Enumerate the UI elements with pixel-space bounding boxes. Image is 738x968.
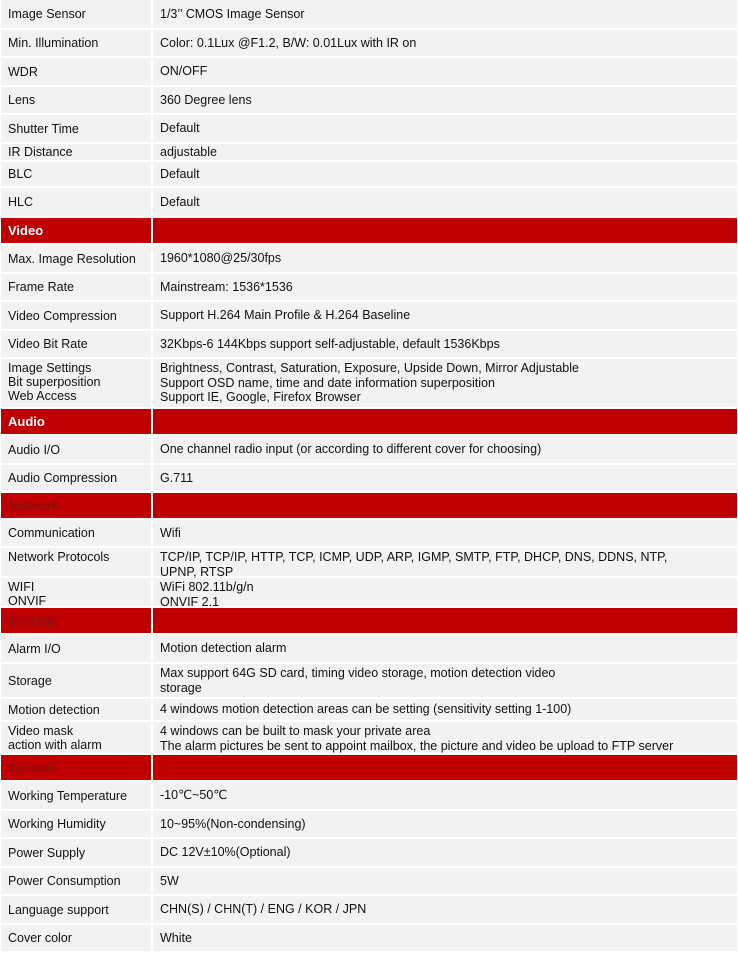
spec-value-text: 1/3’’ CMOS Image Sensor: [160, 6, 305, 21]
spec-label: [1, 144, 153, 160]
spec-value-line: Support OSD name, time and date information superposition: [160, 375, 495, 390]
spec-label-line: action with alarm: [8, 738, 102, 752]
spec-value: [153, 925, 737, 951]
spec-label: [1, 162, 153, 186]
spec-value: [153, 722, 737, 753]
spec-label-text: Image Sensor: [8, 7, 86, 21]
spec-label-text: Working Temperature: [8, 788, 128, 803]
spec-value-line: UPNP, RTSP: [160, 564, 234, 579]
spec-label-text: Motion detection: [8, 702, 100, 717]
spec-label: [1, 839, 153, 866]
section-fill: [153, 218, 737, 243]
spec-value: [153, 274, 737, 300]
spec-value: [153, 302, 737, 329]
spec-label-text: HLC: [8, 195, 34, 209]
spec-row-max-image-resolution: [1, 245, 737, 274]
section-fill: [153, 755, 737, 780]
spec-value: [153, 520, 737, 546]
spec-value: [153, 782, 737, 809]
section-title-text: Network: [8, 498, 60, 513]
spec-value-text: Color: 0.1Lux @F1.2, B/W: 0.01Lux with IR on: [160, 35, 417, 50]
section-title-text: Audio: [8, 414, 45, 429]
spec-value-line: The alarm pictures be sent to appoint mailbox, the picture and video be upload to FTP server: [160, 738, 674, 753]
spec-value-text: ON/OFF: [160, 64, 208, 79]
spec-label: [1, 722, 153, 753]
spec-row-frame-rate: [1, 274, 737, 302]
spec-row-language-support: [1, 896, 737, 925]
spec-value-text: White: [160, 930, 192, 945]
spec-label: [1, 635, 153, 662]
spec-value-text: 5W: [160, 873, 179, 888]
spec-row-shutter-time: [1, 115, 737, 144]
spec-label-text: IR Distance: [8, 145, 73, 159]
spec-value-text: adjustable: [160, 144, 217, 159]
section-header-system: [1, 608, 737, 635]
spec-label-text: Frame Rate: [8, 280, 74, 294]
spec-value: [153, 188, 737, 216]
section-header-general: [1, 755, 737, 782]
spec-label-text: Working Humidity: [8, 817, 106, 831]
spec-row-audio-i-o: [1, 436, 737, 465]
spec-value: [153, 162, 737, 186]
spec-value: [153, 144, 737, 160]
section-title-text: Video: [8, 223, 44, 238]
spec-label: [1, 465, 153, 491]
spec-label: [1, 520, 153, 546]
spec-row-video-bit-rate: [1, 331, 737, 359]
spec-label: [1, 30, 153, 56]
spec-label: [1, 188, 153, 216]
spec-label: [1, 274, 153, 300]
spec-label-text: Storage: [8, 673, 52, 688]
spec-value-line: storage: [160, 680, 202, 695]
spec-label: [1, 782, 153, 809]
section-fill: [153, 608, 737, 633]
spec-value-text: Default: [160, 121, 200, 136]
section-header-video: [1, 218, 737, 245]
spec-label: [1, 664, 153, 697]
spec-value: [153, 58, 737, 85]
spec-label: [1, 245, 153, 272]
spec-value: [153, 87, 737, 113]
spec-row-lens: [1, 87, 737, 115]
spec-label-text: Power Consumption: [8, 874, 121, 888]
spec-label-text: Audio Compression: [8, 471, 118, 485]
section-fill: [153, 409, 737, 434]
spec-label: [1, 868, 153, 894]
spec-value-text: 360 Degree lens: [160, 92, 252, 107]
spec-value-text: 32Kbps-6 144Kbps support self-adjustable, default 1536Kbps: [160, 336, 500, 351]
spec-label: [1, 578, 153, 606]
spec-label: [1, 0, 153, 28]
spec-row-communication: [1, 520, 737, 548]
spec-row-alarm-i-o: [1, 635, 737, 664]
section-header-audio: [1, 409, 737, 436]
spec-value-text: Default: [160, 166, 200, 181]
spec-value-text: -10℃~50℃: [160, 788, 228, 803]
spec-label-text: Max. Image Resolution: [8, 251, 136, 266]
spec-label-text: WDR: [8, 64, 38, 79]
spec-value: [153, 699, 737, 720]
spec-row-wifi: [1, 578, 737, 608]
section-fill: [153, 493, 737, 518]
spec-row-working-temperature: [1, 782, 737, 811]
spec-row-hlc: [1, 188, 737, 218]
spec-value-text: DC 12V±10%(Optional): [160, 845, 291, 860]
spec-row-cover-color: [1, 925, 737, 953]
spec-value-line: WiFi 802.11b/g/n: [160, 580, 254, 594]
spec-value: [153, 436, 737, 463]
spec-label-text: BLC: [8, 167, 33, 181]
spec-value: [153, 331, 737, 357]
spec-row-network-protocols: [1, 548, 737, 578]
spec-table: [1, 0, 737, 953]
spec-value: [153, 811, 737, 837]
spec-label-line: Image Settings: [8, 361, 92, 375]
spec-value-text: Wifi: [160, 525, 181, 540]
spec-value: [153, 868, 737, 894]
spec-value-text: CHN(S) / CHN(T) / ENG / KOR / JPN: [160, 902, 367, 917]
spec-value-line: ONVIF 2.1: [160, 594, 220, 609]
spec-value: [153, 0, 737, 28]
spec-value-line: Max support 64G SD card, timing video storage, motion detection video: [160, 666, 556, 680]
section-title: [1, 755, 153, 780]
spec-label: [1, 896, 153, 923]
spec-label-line: WIFI: [8, 580, 35, 594]
spec-value: [153, 839, 737, 866]
spec-row-video-compression: [1, 302, 737, 331]
spec-row-ir-distance: [1, 144, 737, 162]
spec-value: [153, 30, 737, 56]
spec-value: [153, 245, 737, 272]
spec-label: [1, 302, 153, 329]
spec-value-text: 4 windows motion detection areas can be setting (sensitivity setting 1-100): [160, 702, 572, 717]
spec-value-text: Motion detection alarm: [160, 641, 287, 656]
spec-value-text: Default: [160, 194, 200, 209]
spec-label-text: Network Protocols: [8, 550, 110, 564]
spec-label-text: Alarm I/O: [8, 641, 61, 656]
spec-value: [153, 359, 737, 407]
spec-label-text: Lens: [8, 93, 36, 107]
spec-label: [1, 87, 153, 113]
spec-value: [153, 635, 737, 662]
spec-label: [1, 115, 153, 142]
spec-label-text: Language support: [8, 902, 109, 917]
spec-label-text: Audio I/O: [8, 442, 61, 457]
section-title: [1, 409, 153, 434]
spec-label-text: Power Supply: [8, 845, 86, 860]
spec-label: [1, 58, 153, 85]
spec-value-line: 4 windows can be built to mask your private area: [160, 724, 431, 738]
spec-label: [1, 331, 153, 357]
spec-row-working-humidity: [1, 811, 737, 839]
spec-row-power-supply: [1, 839, 737, 868]
spec-label-text: Cover color: [8, 931, 72, 945]
spec-value-line: TCP/IP, TCP/IP, HTTP, TCP, ICMP, UDP, ARP, IGMP, SMTP, FTP, DHCP, DNS, DDNS, NTP,: [160, 550, 668, 564]
spec-label-line: Web Access: [8, 389, 77, 403]
spec-row-audio-compression: [1, 465, 737, 493]
spec-row-motion-detection: [1, 699, 737, 722]
spec-label-line: ONVIF: [8, 594, 47, 608]
spec-label-text: Shutter Time: [8, 121, 79, 136]
spec-value-text: Support H.264 Main Profile & H.264 Baseline: [160, 308, 411, 323]
spec-value: [153, 664, 737, 697]
spec-value-text: G.711: [160, 470, 194, 485]
section-title: [1, 218, 153, 243]
spec-row-video-mask: [1, 722, 737, 755]
spec-row-blc: [1, 162, 737, 188]
section-title-text: System: [8, 613, 55, 628]
spec-label-line: Video mask: [8, 724, 74, 738]
section-title-text: General: [8, 760, 57, 775]
spec-value-text: 1960*1080@25/30fps: [160, 251, 282, 266]
spec-value: [153, 548, 737, 579]
spec-value: [153, 465, 737, 491]
spec-value-text: One channel radio input (or according to different cover for choosing): [160, 442, 542, 457]
section-title: [1, 608, 153, 633]
section-title: [1, 493, 153, 518]
spec-row-wdr: [1, 58, 737, 87]
spec-row-power-consumption: [1, 868, 737, 896]
spec-label: [1, 811, 153, 837]
spec-value-line: Support IE, Google, Firefox Browser: [160, 390, 361, 404]
spec-row-image-settings: [1, 359, 737, 409]
spec-label: [1, 436, 153, 463]
spec-value: [153, 578, 737, 609]
spec-label-text: Communication: [8, 526, 95, 540]
spec-value: [153, 896, 737, 923]
spec-value-text: Mainstream: 1536*1536: [160, 279, 293, 294]
spec-label: [1, 359, 153, 407]
spec-row-min-illumination: [1, 30, 737, 58]
spec-value: [153, 115, 737, 142]
spec-label-text: Video Compression: [8, 308, 117, 323]
spec-value-text: 10~95%(Non-condensing): [160, 816, 306, 831]
spec-row-image-sensor: [1, 0, 737, 30]
spec-label: [1, 548, 153, 576]
spec-value-line: Brightness, Contrast, Saturation, Exposure, Upside Down, Mirror Adjustable: [160, 361, 579, 375]
spec-label-text: Min. Illumination: [8, 36, 99, 50]
spec-label-text: Video Bit Rate: [8, 337, 88, 351]
section-header-network: [1, 493, 737, 520]
spec-label-line: Bit superposition: [8, 375, 101, 389]
spec-label: [1, 699, 153, 720]
spec-label: [1, 925, 153, 951]
spec-row-storage: [1, 664, 737, 699]
